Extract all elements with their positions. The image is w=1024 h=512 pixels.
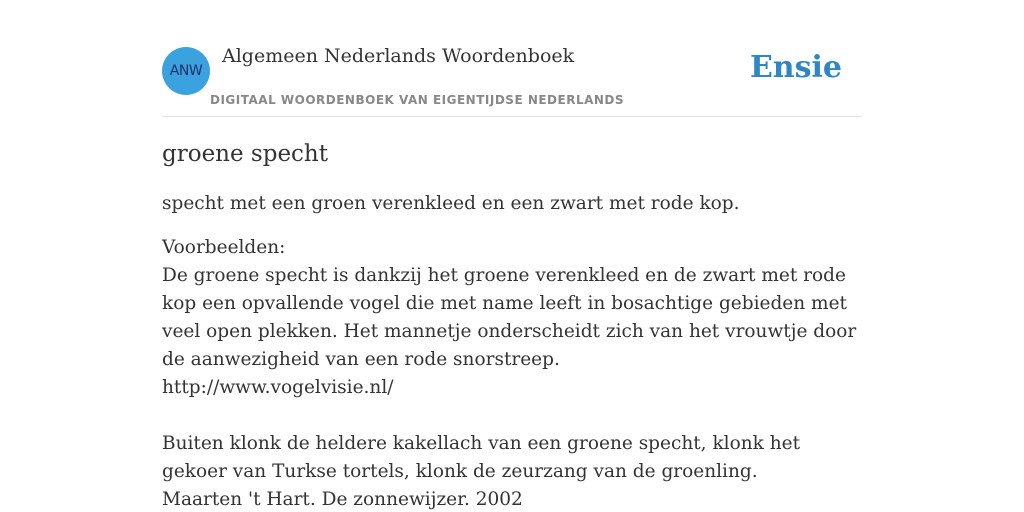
example-source: Maarten 't Hart. De zonnewijzer. 2002 <box>162 489 523 510</box>
dictionary-title[interactable]: Algemeen Nederlands Woordenboek <box>222 45 575 67</box>
site-header <box>162 40 862 117</box>
entry-headword: groene specht <box>162 141 328 167</box>
entry-definition: specht met een groen verenkleed en een zwart met rode kop. <box>162 193 740 214</box>
example-source: http://www.vogelvisie.nl/ <box>162 377 394 398</box>
example-item <box>162 430 862 512</box>
examples-label: Voorbeelden: <box>162 237 286 258</box>
anw-logo[interactable]: ANW <box>162 47 210 95</box>
dictionary-subtitle: DIGITAAL WOORDENBOEK VAN EIGENTIJDSE NEDERLANDS <box>210 93 625 107</box>
ensie-brand-link[interactable]: Ensie <box>749 50 842 85</box>
example-text: De groene specht is dankzij het groene verenkleed en de zwart met rode kop een opvallende vogel die met name leeft in bosachtige gebieden met veel open plekken. Het mannetje onderscheidt zich van het vrouwtje door de aanwezigheid van een rode snorstreep. <box>162 265 857 370</box>
entry-content <box>162 136 862 512</box>
example-item <box>162 262 862 402</box>
example-text: Buiten klonk de heldere kakellach van een groene specht, klonk het gekoer van Turkse tortels, klonk de zeurzang van de groenling. <box>162 433 801 482</box>
